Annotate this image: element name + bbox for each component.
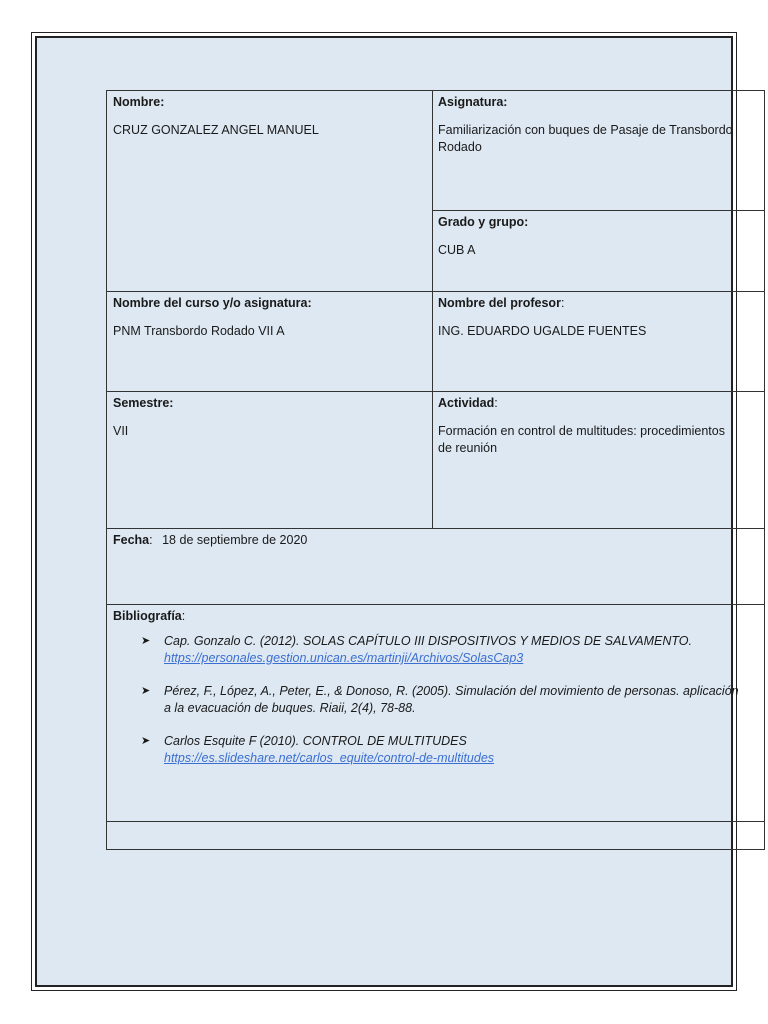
bibliography-item <box>141 733 644 767</box>
curso-label: Nombre del curso y/o asignatura: <box>113 296 312 310</box>
cell-empty <box>106 821 765 850</box>
cell-actividad <box>432 391 765 529</box>
bibliography-link[interactable]: https://personales.gestion.unican.es/martinji/Archivos/SolasCap3 <box>164 651 524 665</box>
actividad-value: Formación en control de multitudes: procedimientos de reunión <box>438 424 725 455</box>
asignatura-value: Familiarización con buques de Pasaje de Transbordo Rodado <box>438 123 733 154</box>
cell-asignatura <box>432 90 765 211</box>
asignatura-label: Asignatura: <box>438 95 508 109</box>
profesor-label: Nombre del profesor <box>438 296 561 310</box>
cell-semestre <box>106 391 433 529</box>
bibliography-text: Cap. Gonzalo C. (2012). SOLAS CAPÍTULO III DISPOSITIVOS Y MEDIOS DE SALVAMENTO. <box>164 634 692 648</box>
bibliography-link[interactable]: https://es.slideshare.net/carlos_equite/control-de-multitudes <box>164 751 495 765</box>
nombre-label: Nombre: <box>113 95 165 109</box>
profesor-label-colon: : <box>560 296 565 310</box>
cell-grado <box>432 210 765 292</box>
fecha-label: Fecha <box>113 533 150 547</box>
cell-nombre <box>106 90 433 292</box>
bibliography-item <box>141 683 739 717</box>
semestre-label: Semestre: <box>113 396 174 410</box>
fecha-label-colon: : <box>149 533 153 547</box>
cell-bibliografia <box>106 604 765 822</box>
arrow-bullet-icon: ➤ <box>141 685 151 697</box>
bibliography-text: Pérez, F., López, A., Peter, E., & Donoso, R. (2005). Simulación del movimiento de personas. aplicación a la evacuación de buques. Riaii, 2(4), 78-88. <box>164 684 739 715</box>
grado-value: CUB A <box>438 243 476 257</box>
semestre-value: VII <box>113 424 129 438</box>
bibliography-text: Carlos Esquite F (2010). CONTROL DE MULTITUDES <box>164 734 467 748</box>
bibliografia-label-colon: : <box>181 609 186 623</box>
bibliografia-label: Bibliografía <box>113 609 182 623</box>
grado-label: Grado y grupo: <box>438 215 529 229</box>
arrow-bullet-icon: ➤ <box>141 735 151 747</box>
cell-profesor <box>432 291 765 392</box>
cell-curso <box>106 291 433 392</box>
curso-value: PNM Transbordo Rodado VII A <box>113 324 285 338</box>
actividad-label-colon: : <box>494 396 498 410</box>
arrow-bullet-icon: ➤ <box>141 635 151 647</box>
nombre-value: CRUZ GONZALEZ ANGEL MANUEL <box>113 123 319 137</box>
profesor-value: ING. EDUARDO UGALDE FUENTES <box>438 324 647 338</box>
actividad-label: Actividad <box>438 396 495 410</box>
bibliography-list <box>113 633 758 767</box>
fecha-value: 18 de septiembre de 2020 <box>162 533 308 547</box>
cell-fecha <box>106 528 765 605</box>
bibliography-item <box>141 633 724 667</box>
